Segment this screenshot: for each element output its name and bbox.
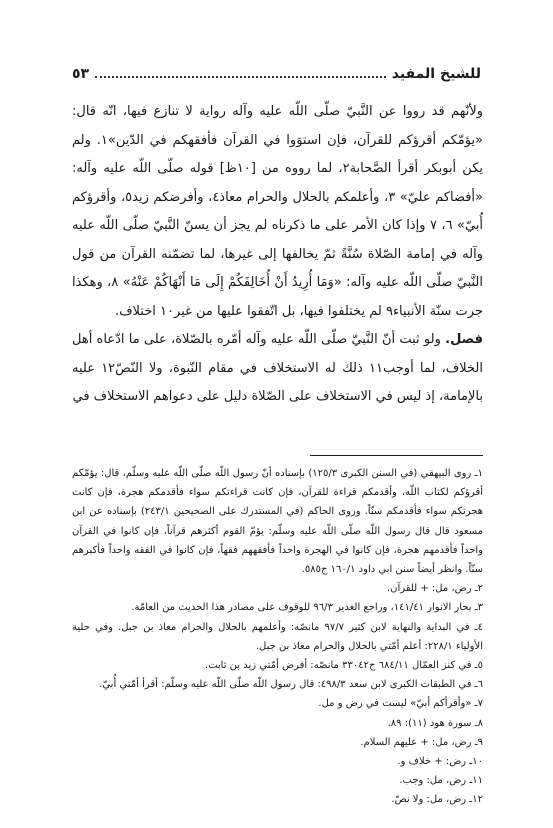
section-label-fasl: فصل. [445, 332, 483, 347]
main-text [72, 98, 483, 412]
footnote-2: ٢ـ رض، مل: + للقرآن. [386, 583, 483, 595]
page-header [72, 58, 481, 82]
footnote-7: ٧ـ «وأقرأكم أبيّ» ليست في رض و مل. [318, 698, 483, 710]
footnote-1: ١ـ روى البيهقي (في السنن الكبرى ١٢٥/٣) بإسناده أنّ رسول اللّه صلّى اللّه عليه وسلّم، قال: يؤمّكم أقرؤكم لكتاب اللّه، وأقدمكم قراءة للقرآن، فإن كانت قراءتكم سواء فأقدمكم هجرة، فإن كانت هجرتكم سواء فأقدمكم سنّاً. وروى الحاكم (في المستدرك على الصحيحين ٢٤٣/١) بإسناده عن ابن مسعود قال قال رسول اللّه صلّى اللّه عليه وسلّم: يؤمّ القوم أكثرهم قرآناً، فإن كانوا في القرآن واحداً فأقدمهم هجرة، فإن كانوا في الهجرة واحداً فأفقههم فقهاً، فإن كانوا في الفقه واحداً فأكبرهم سنّاً. وانظر أيضاً سنن ابي داود ١٦٠/١ ح٥٨٥. [72, 468, 484, 576]
paragraph-2-text: ولو ثبت أنّ النَّبيّ صلّى اللّه عليه وآله أمّره بالصّلاة، على ما ادّعاه أهل الخلاف، لما أوجب١١ ذلك له الاستخلاف في مقام النّبوة، ولا النّصّ١٢ عليه بالإمامة، إذ ليس في الاستخلاف على الصّلاة دليل على دعواهم الاستخلاف في [72, 332, 483, 404]
paragraph-1: ولأنّهم قد رووا عن النَّبيّ صلّى اللّه عليه وآله رواية لا تنازع فيها، انّه قال: «يؤمّكم أقرؤكم للقرآن، فإن استوَوا في القرآن فأفقهكم في الدّين»١. ولم يكن أبوبكر أقرأ الصَّحابة٢، لما رووه من [١٠ظ] قوله صلّى اللّه عليه وآله: «أفضاكم عليّ» ٣، وأعلمكم بالحلال والحرام معاذ٤، وأفرضكم زيد٥، وأقرؤكم أُبيّ» ٦، ٧ وإذا كان الأمر على ما ذكرناه لم يجز أن يسنّ النَّبيّ صلّى اللّه عليه وآله في إمامة الصّلاة سُنَّةً ثمّ يخالفها إلى غيرها، لما تضمّنه القرآن من قول النَّبيّ صلّى اللّه عليه وآله: «وَمَا أُرِيدُ أَنْ أُخَالِفَكُمْ إِلَى مَا أَنْهَاكُمْ عَنْهُ» ٨، وهكذا جرت سنّة الأنبياء٩ لم يختلفوا فيها، بل اتّفقوا عليها من غير١٠ اختلاف. [72, 104, 484, 319]
footnote-6: ٦ـ في الطبقات الكبرى لابن سعد ٤٩٨/٣: قال رسول اللّه صلّى اللّه عليه وسلّم: أقرأ أمّتي أُبيّ. [99, 679, 483, 691]
footnote-5: ٥ـ في كنز العمّال ٦٨٤/١١ ح٣٣٠٤٢ مانصّه: أفرض أمّتي زيد بن ثابت. [204, 660, 483, 672]
paragraph-2 [72, 326, 483, 412]
page-number: ٥٣ [72, 66, 90, 82]
footnotes [72, 464, 483, 810]
footnote-11: ١١ـ رض، مل: وجب. [399, 775, 483, 787]
footnote-8: ٨ـ سورة هود (١١): ٨٩. [387, 717, 483, 729]
footnote-divider [310, 455, 483, 456]
running-title: للشيخ المفيد [391, 66, 481, 82]
header-dotted-leader [95, 76, 386, 78]
footnote-9: ٩ـ رض، مل: + عليهم السلام. [360, 736, 483, 748]
footnote-12: ١٢ـ رض، مل: ولا نصّ. [391, 794, 483, 806]
footnote-4: ٤ـ في البداية والنهاية لابن كثير ٩٧/٧ مانصّه: وأعلمهم بالحلال والحرام معاذ بن جبل. وفي حلية الأولياء ٢٢٨/١: أعلم أمّتي بالحلال والحرام معاذ بن جبل. [72, 621, 483, 652]
footnote-3: ٣ـ بحار الانوار ١٤١/٤١، وراجع الغدير ٩٦/٣ للوقوف على مصادر هذا الحديث من العامّة. [131, 602, 483, 614]
footnote-10: ١٠ـ رض: + خلاف و. [397, 756, 483, 768]
